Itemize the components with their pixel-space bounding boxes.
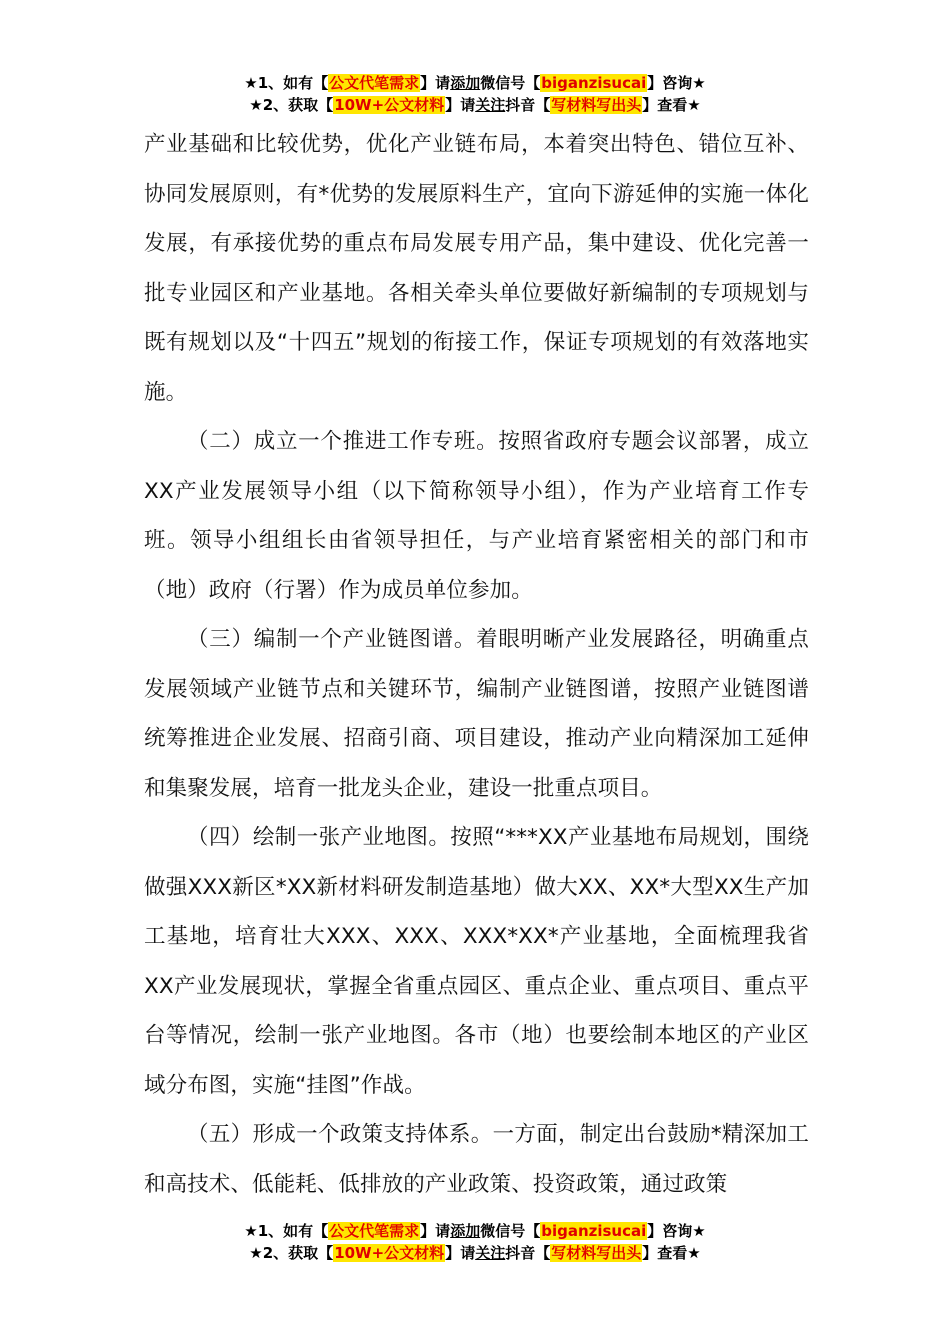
banner-account: 写材料写出头 — [551, 96, 642, 114]
banner-text: ★1、如有【 — [244, 1222, 329, 1240]
banner-text: 抖音【 — [505, 1244, 551, 1262]
paragraph-section-5: （五）形成一个政策支持体系。一方面，制定出台鼓励*精深加工和高技术、低能耗、低排放的产业政策、投资政策，通过政策 — [144, 1122, 809, 1197]
banner-wechat-id: biganzisucai — [541, 74, 647, 92]
banner-text: ★2、获取【 — [249, 1244, 334, 1262]
banner-text: 】查看★ — [642, 96, 701, 114]
paragraph-section-4: （四）绘制一张产业地图。按照“***XX产业基地布局规划，围绕做强XXX新区*XX新材料研发制造基地）做大XX、XX*大型XX生产加工基地，培育壮大XXX、XXX、XXX*XX*产业基地，全面梳理我省XX产业发展现状，掌握全省重点园区、重点企业、重点项目、重点平台等情况，绘制一张产业地图。各市（地）也要绘制本地区的产业区域分布图，实施“挂图”作战。 — [144, 825, 809, 1098]
banner-emphasis: 添加 — [450, 74, 481, 92]
banner-line-1 — [0, 1220, 950, 1242]
banner-text: 】查看★ — [642, 1244, 701, 1262]
banner-text: 微信号【 — [480, 74, 541, 92]
banner-text: 抖音【 — [505, 96, 551, 114]
banner-text: ★1、如有【 — [244, 74, 329, 92]
paragraph-continuation: 产业基础和比较优势，优化产业链布局，本着突出特色、错位互补、协同发展原则，有*优势的发展原料生产，宜向下游延伸的实施一体化发展，有承接优势的重点布局发展专用产品，集中建设、优化完善一批专业园区和产业基地。各相关牵头单位要做好新编制的专项规划与既有规划以及“十四五”规划的衔接工作，保证专项规划的有效落地实施。 — [144, 132, 809, 405]
banner-highlight: 公文代笔需求 — [329, 1222, 420, 1240]
paragraph-section-2: （二）成立一个推进工作专班。按照省政府专题会议部署，成立XX产业发展领导小组（以下简称领导小组），作为产业培育工作专班。领导小组组长由省领导担任，与产业培育紧密相关的部门和市（地）政府（行署）作为成员单位参加。 — [144, 429, 809, 603]
banner-text: 】咨询★ — [647, 1222, 706, 1240]
banner-emphasis: 关注 — [475, 1244, 506, 1262]
paragraph-section-3: （三）编制一个产业链图谱。着眼明晰产业发展路径，明确重点发展领域产业链节点和关键环节，编制产业链图谱，按照产业链图谱统筹推进企业发展、招商引商、项目建设，推动产业向精深加工延伸和集聚发展，培育一批龙头企业，建设一批重点项目。 — [144, 627, 809, 801]
document-body — [144, 120, 809, 1209]
banner-text: 微信号【 — [480, 1222, 541, 1240]
banner-highlight: 公文代笔需求 — [329, 74, 420, 92]
banner-highlight: 10W+公文材料 — [334, 96, 445, 114]
banner-text: 】请 — [445, 96, 476, 114]
banner-text: 】请 — [445, 1244, 476, 1262]
banner-text: 】咨询★ — [647, 74, 706, 92]
banner-line-2 — [0, 94, 950, 116]
banner-account: 写材料写出头 — [551, 1244, 642, 1262]
banner-emphasis: 添加 — [450, 1222, 481, 1240]
banner-text: ★2、获取【 — [249, 96, 334, 114]
banner-text: 】请 — [420, 1222, 451, 1240]
banner-text: 】请 — [420, 74, 451, 92]
banner-wechat-id: biganzisucai — [541, 1222, 647, 1240]
banner-emphasis: 关注 — [475, 96, 506, 114]
banner-line-1 — [0, 72, 950, 94]
banner-line-2 — [0, 1242, 950, 1264]
footer-banner — [0, 1220, 950, 1264]
header-banner — [0, 72, 950, 116]
banner-highlight: 10W+公文材料 — [334, 1244, 445, 1262]
